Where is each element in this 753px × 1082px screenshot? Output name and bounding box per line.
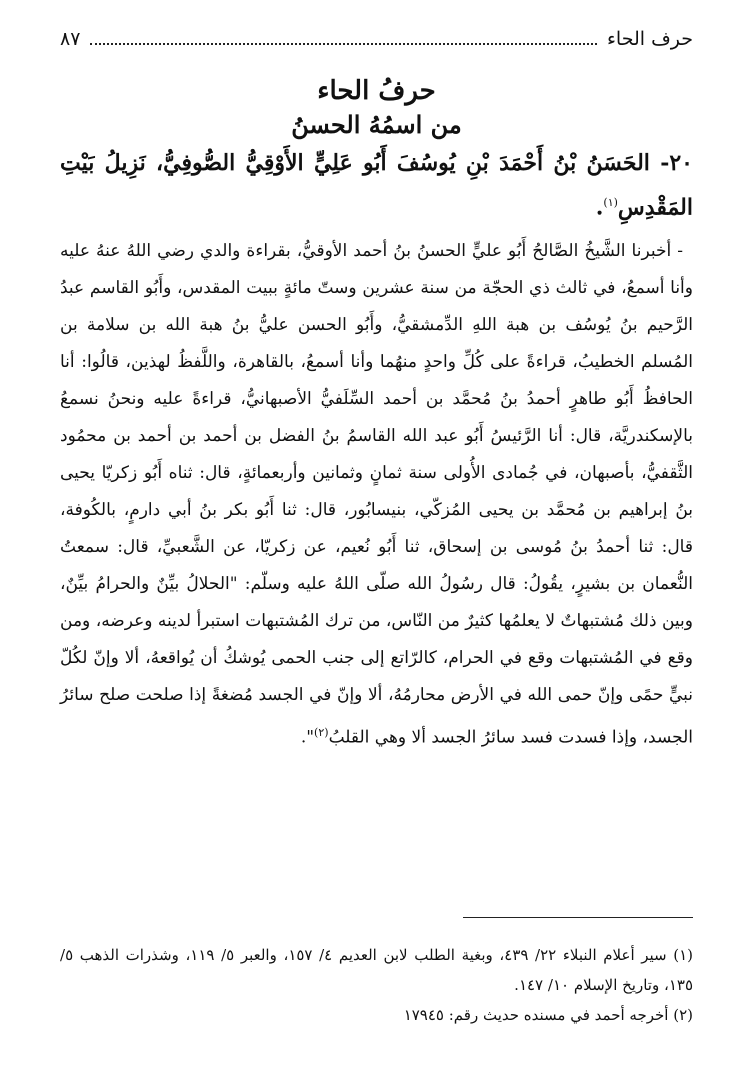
hadith-text: - أخبرنا الشَّيخُ الصَّالحُ أَبُو عليٍّ الحسنُ بنُ أحمد الأوقيُّ، بقراءة والدي رضي اللهُ عنهُ عليه وأنا أسمعُ، في ثالث ذي الحجّة من سنة عشرين وستّ مائةٍ ببيت المقدس، وأَبُو القاسم عبدُ الرَّحيم بنُ يُوسُف بن هبة اللهِ الدِّمشقيُّ، وأَبُو الحسن عليُّ بنُ هبة الله بن سلامة بن المُسلم الخطيبُ، قراءةً على كُلِّ واحدٍ منهُما وأنا أسمعُ، بالقاهرة، واللَّفظُ لهذين، قالُوا: أنا الحافظُ أَبُو طاهرٍ أحمدُ بنُ مُحمَّد بن أحمد السِّلَفيُّ الأصبهانيُّ، قراءةً عليه ونحنُ نسمعُ بالإسكندريَّة، قال: أنا الرَّئيسُ أَبُو عبد الله القاسمُ بنُ الفضل بن أحمد بن أحمد بن محمُود الثَّقفيُّ، بأصبهان، في جُمادى الأُولى سنة ثمانٍ وثمانين وأربعمائةٍ، قال: ثناه أَبُو زكريّا يحيى بنُ إبراهيم بن مُحمَّد بن يحيى المُزكّي، بنيسابُور، قال: ثنا أَبُو بكر بنُ أبي دارمٍ، بالكُوفة، قال: ثنا أحمدُ بنُ مُوسى بن إسحاق، ثنا أَبُو نُعيم، عن زكريّا، عن الشَّعبيِّ، قال: سمعتُ النُّعمان بن بشيرٍ، يقُولُ: قال رسُولُ الله صلّى اللهُ عليه وسلّم: "الحلالُ بيِّنٌ والحرامُ بيِّنٌ، وبين ذلك مُشتبهاتٌ لا يعلمُها كثيرٌ من النّاس، من ترك المُشتبهات استبرأ لدينه وعرضه، ومن وقع في المُشتبهات وقع في الحرام، كالرّاتع إلى جنب الحمى يُوشكُ أن يُواقعهُ، ألا وإنّ لكُلّ نبيٍّ حمًى وإنّ حمى الله في الأرض محارمُهُ، ألا وإنّ في الجسد مُضغةً إذا صلحت صلح سائرُ الجسد، وإذا فسدت فسد سائرُ الجسد ألا وهي القلبُ (60, 241, 693, 748)
entry-heading-text: ٢٠- الحَسَنُ بْنُ أَحْمَدَ بْنِ يُوسُفَ أَبُو عَلِيٍّ الأَوْقِيُّ الصُّوفِيُّ، نَزِيلُ بَيْتِ المَقْدِسِ (60, 150, 693, 221)
running-header (60, 28, 693, 58)
footnote-1: (١) سير أعلام النبلاء ٢٢/ ٤٣٩، وبغية الطلب لابن العديم ٤/ ١٥٧، والعبر ٥/ ١١٩، وشذرات الذهب ٥/ ١٣٥، وتاريخ الإسلام ١٠/ ١٤٧. (60, 946, 693, 994)
hadith-closing: ". (300, 727, 315, 748)
footnote-2: (٢) أخرجه أحمد في مسنده حديث رقم: ١٧٩٤٥ (403, 1006, 693, 1024)
hadith-paragraph (60, 233, 693, 757)
section-title: من اسمُهُ الحسنُ (291, 110, 462, 139)
header-page-number: ٨٧ (60, 28, 81, 50)
header-dot-leader (90, 43, 597, 45)
entry-heading: ٢٠- الحَسَنُ بْنُ أَحْمَدَ بْنِ يُوسُفَ أَبُو عَلِيٍّ الأَوْقِيُّ الصُّوفِيُّ، نَزِيلُ بَيْتِ المَقْدِسِ$^{(١)}$. (60, 150, 693, 221)
footnotes (60, 940, 693, 1030)
entry-body (60, 233, 693, 757)
footnote-ref-2: (٢) (314, 726, 329, 740)
chapter-title: حرفُ الحاء (317, 76, 436, 106)
footnote-separator (463, 917, 693, 918)
footnote-ref-1: (١) (603, 196, 618, 209)
header-section-name: حرف الحاء (606, 28, 693, 50)
